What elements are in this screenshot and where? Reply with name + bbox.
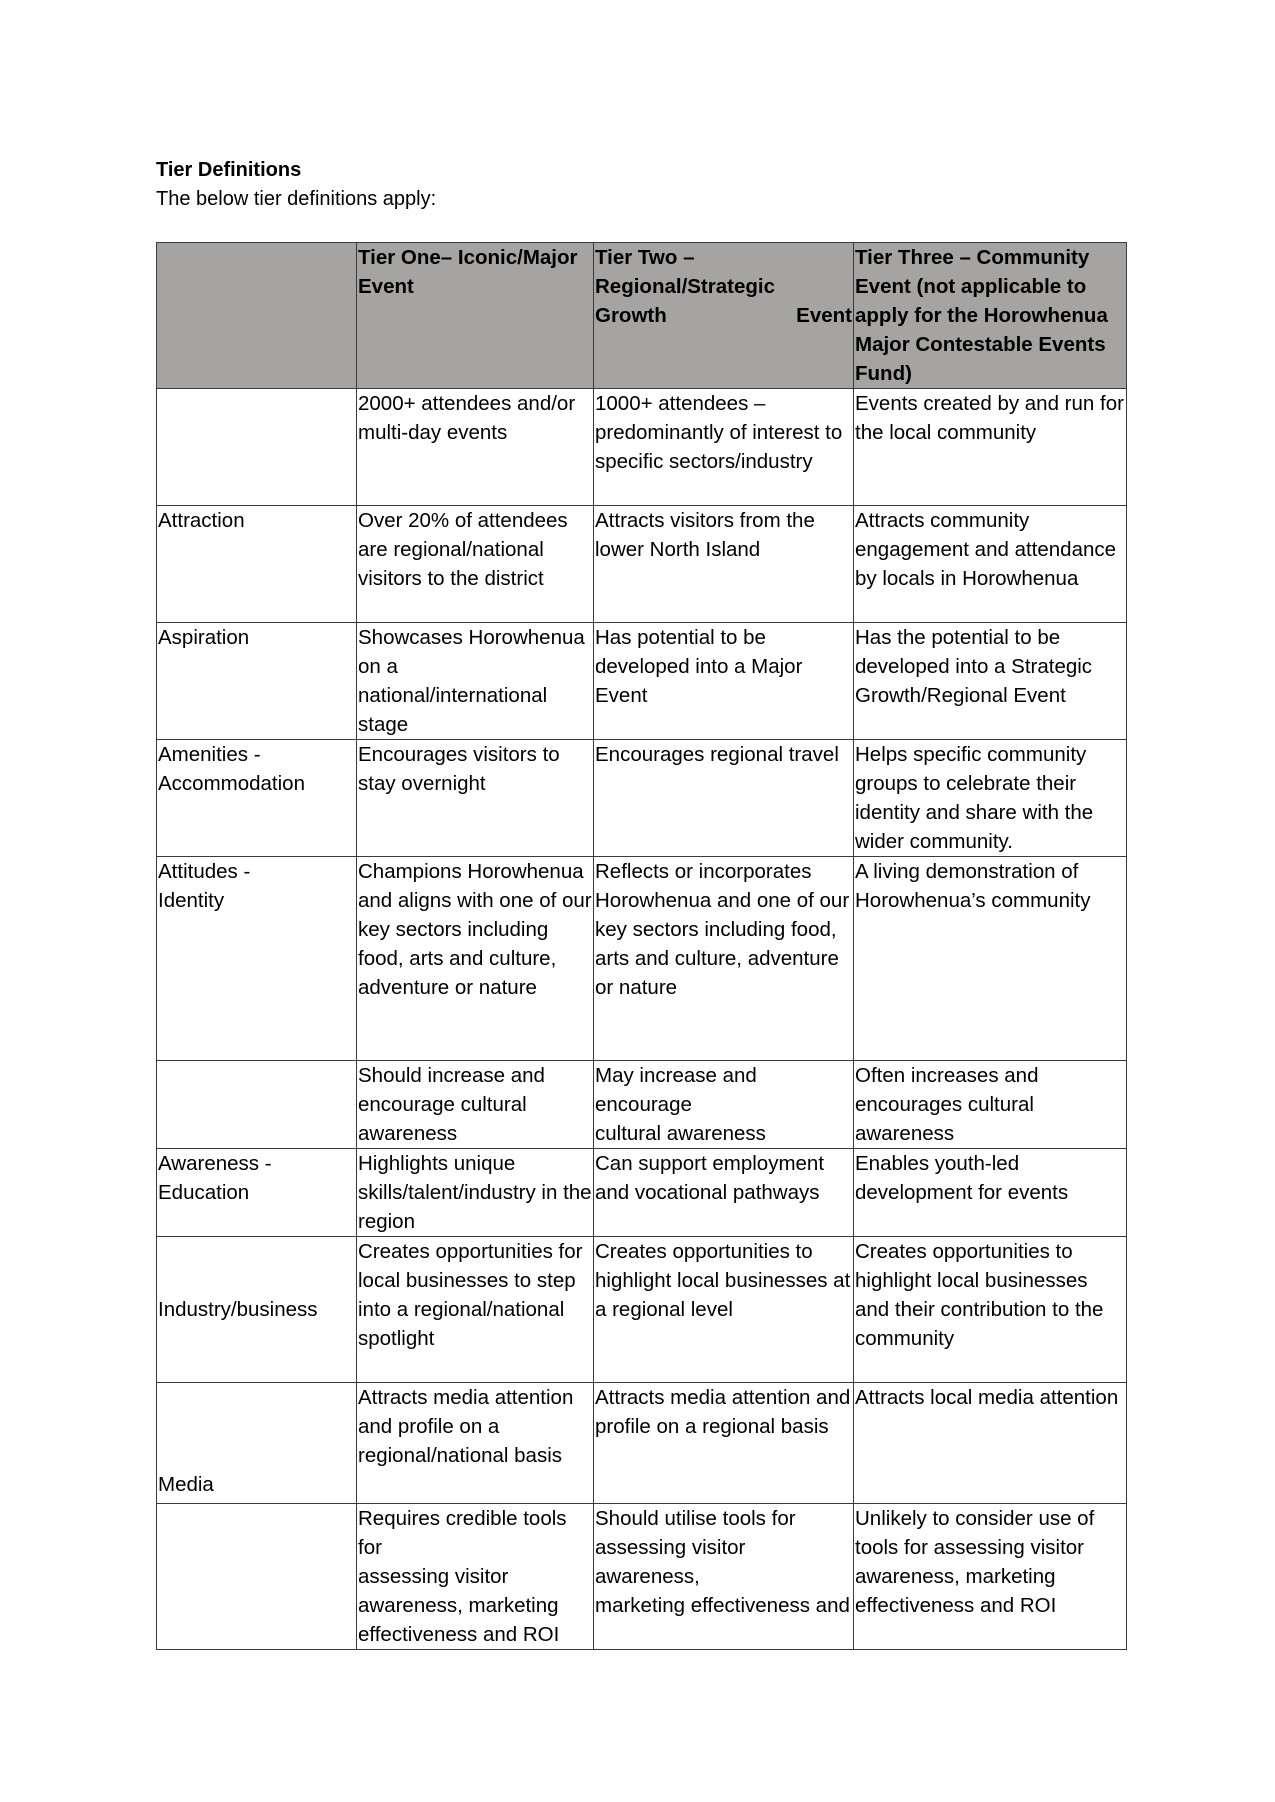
- row-label-amenities: Amenities - Accommodation: [157, 740, 357, 857]
- cell-tier-two: Can support employment and vocational pathways: [594, 1149, 854, 1237]
- cell-tier-one: Champions Horowhenua and aligns with one of our key sectors including food, arts and culture, adventure or nature: [357, 857, 594, 1061]
- cell-tier-two: 1000+ attendees – predominantly of interest to specific sectors/industry: [594, 389, 854, 506]
- cell-tier-one: 2000+ attendees and/or multi-day events: [357, 389, 594, 506]
- section-intro: The below tier definitions apply:: [156, 188, 437, 210]
- table-row: [157, 506, 1127, 623]
- cell-tier-three: Unlikely to consider use of tools for assessing visitor awareness, marketing effectiveness and ROI: [854, 1504, 1127, 1650]
- cell-tier-two: Creates opportunities to highlight local businesses at a regional level: [594, 1237, 854, 1383]
- cell-tier-one: Should increase and encourage cultural awareness: [357, 1061, 594, 1149]
- row-label-attraction: Attraction: [157, 506, 357, 623]
- heading-block: [156, 156, 436, 214]
- header-blank-cell: [157, 243, 357, 389]
- cell-tier-one: Showcases Horowhenua on a national/international stage: [357, 623, 594, 740]
- cell-tier-two: Attracts media attention and profile on a regional basis: [594, 1383, 854, 1504]
- cell-tier-two: Attracts visitors from the lower North Island: [594, 506, 854, 623]
- table-row: [157, 1149, 1127, 1237]
- cell-tier-three: Creates opportunities to highlight local businesses and their contribution to the community: [854, 1237, 1127, 1383]
- tier-definitions-table: [156, 242, 1127, 1650]
- cell-tier-three: Helps specific community groups to celebrate their identity and share with the wider community.: [854, 740, 1127, 857]
- cell-tier-three: Attracts community engagement and attendance by locals in Horowhenua: [854, 506, 1127, 623]
- header-tier-two: Tier Two – Regional/Strategic Growth Event: [594, 243, 854, 389]
- cell-tier-three: Events created by and run for the local community: [854, 389, 1127, 506]
- cell-tier-one: Requires credible tools for assessing visitor awareness, marketing effectiveness and ROI: [357, 1504, 594, 1650]
- cell-tier-one: Creates opportunities for local businesses to step into a regional/national spotlight: [357, 1237, 594, 1383]
- table-row: [157, 623, 1127, 740]
- section-title: Tier Definitions: [156, 159, 302, 181]
- table-row: [157, 389, 1127, 506]
- table-row: [157, 857, 1127, 1061]
- table-row: [157, 1061, 1127, 1149]
- cell-tier-three: Often increases and encourages cultural awareness: [854, 1061, 1127, 1149]
- cell-tier-one: Highlights unique skills/talent/industry in the region: [357, 1149, 594, 1237]
- row-label-empty: [157, 389, 357, 506]
- row-label-aspiration: Aspiration: [157, 623, 357, 740]
- table-row: [157, 1237, 1127, 1383]
- row-label-continued: [157, 1504, 357, 1650]
- cell-tier-two: Has potential to be developed into a Major Event: [594, 623, 854, 740]
- cell-tier-two: Encourages regional travel: [594, 740, 854, 857]
- table-row: [157, 1383, 1127, 1504]
- header-tier-three: Tier Three – Community Event (not applicable to apply for the Horowhenua Major Contestable Events Fund): [854, 243, 1127, 389]
- cell-tier-two: May increase and encourage cultural awareness: [594, 1061, 854, 1149]
- table-row: [157, 740, 1127, 857]
- cell-tier-two: Reflects or incorporates Horowhenua and one of our key sectors including food, arts and culture, adventure or nature: [594, 857, 854, 1061]
- cell-tier-one: Over 20% of attendees are regional/national visitors to the district: [357, 506, 594, 623]
- cell-tier-one: Attracts media attention and profile on a regional/national basis: [357, 1383, 594, 1504]
- row-label-media: Media: [157, 1383, 357, 1504]
- row-label-attitudes: Attitudes - Identity: [157, 857, 357, 1061]
- row-label-industry: Industry/business: [157, 1237, 357, 1383]
- cell-tier-two: Should utilise tools for assessing visitor awareness, marketing effectiveness and: [594, 1504, 854, 1650]
- cell-tier-three: Attracts local media attention: [854, 1383, 1127, 1504]
- table-header-row: [157, 243, 1127, 389]
- row-label-continued: [157, 1061, 357, 1149]
- cell-tier-three: A living demonstration of Horowhenua’s community: [854, 857, 1127, 1061]
- row-label-awareness: Awareness - Education: [157, 1149, 357, 1237]
- header-tier-one: Tier One– Iconic/Major Event: [357, 243, 594, 389]
- cell-tier-one: Encourages visitors to stay overnight: [357, 740, 594, 857]
- table-row: [157, 1504, 1127, 1650]
- cell-tier-three: Has the potential to be developed into a Strategic Growth/Regional Event: [854, 623, 1127, 740]
- cell-tier-three: Enables youth-led development for events: [854, 1149, 1127, 1237]
